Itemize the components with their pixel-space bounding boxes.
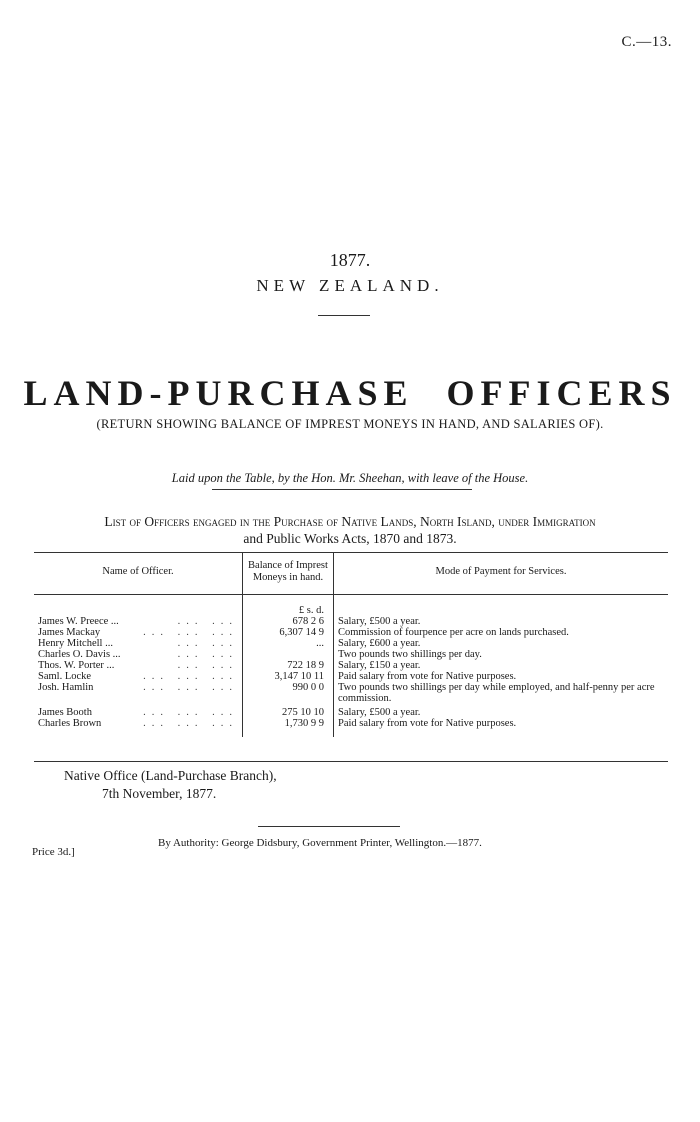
balance-amount: 275 10 10 [282,707,324,718]
header-mode: Mode of Payment for Services. [334,552,669,595]
payment-mode: Salary, £150 a year. [338,660,421,671]
balance-amount: 722 18 9 [287,660,324,671]
balance-amount: ... [316,638,324,649]
document-reference: C.—13. [621,34,672,50]
list-title [34,513,666,547]
payment-mode: Salary, £500 a year. [338,707,421,718]
payment-mode: Paid salary from vote for Native purposes. [338,718,517,729]
payment-mode: Paid salary from vote for Native purposes. [338,671,517,682]
table-row [34,682,668,704]
officer-name: Saml. Locke [38,671,92,682]
officer-name: Henry Mitchell ... [38,638,113,649]
leader-dots: ... ... [177,638,238,649]
price-note: Price 3d.] [32,846,75,858]
payment-mode: Salary, £500 a year. [338,616,421,627]
header-name: Name of Officer. [34,552,243,595]
payment-mode: Commission of fourpence per acre on lands purchased. [338,627,569,638]
printer-authority: By Authority: George Didsbury, Government Printer, Wellington.—1877. [158,837,482,849]
balance-amount: 990 0 0 [292,682,324,693]
officer-name: James Mackay [38,627,101,638]
officer-name: James Booth [38,707,92,718]
table-padding-row [34,729,668,737]
header-balance: Balance of Imprest Moneys in hand. [243,552,334,595]
year: 1877. [329,250,371,270]
footer-rule [258,826,400,827]
table-row [34,671,668,682]
payment-mode: Two pounds two shillings per day while employed, and half-penny per acre commission. [338,682,655,704]
officer-name: James W. Preece ... [38,616,119,627]
leader-dots: ... ... ... [143,682,238,693]
balance-amount: 6,307 14 9 [279,627,324,638]
leader-dots: ... ... [177,616,238,627]
page-subtitle: (RETURN SHOWING BALANCE OF IMPREST MONEYS IN HAND, AND SALARIES OF). [96,417,604,431]
table-row [34,704,668,718]
table-body [34,595,668,738]
page-title: LAND-PURCHASE OFFICERS [23,373,677,413]
table-header-row [34,552,668,595]
balance-amount: 1,730 9 9 [284,718,324,729]
table-bottom-rule [34,761,668,762]
table-row [34,649,668,660]
country-heading: NEW ZEALAND. [256,276,444,295]
table-row [34,627,668,638]
list-title-line2: and Public Works Acts, 1870 and 1873. [243,531,457,546]
table-row [34,638,668,649]
table-row [34,718,668,729]
currency-row [34,595,668,617]
divider-rule [318,315,370,316]
payment-mode: Two pounds two shillings per day. [338,649,482,660]
table-row [34,616,668,627]
leader-dots: ... ... ... [143,671,238,682]
underline-rule [212,489,472,490]
payment-mode: Salary, £600 a year. [338,638,421,649]
leader-dots: ... ... [177,649,238,660]
leader-dots: ... ... ... [143,707,238,718]
office-line: Native Office (Land-Purchase Branch), [64,768,277,783]
balance-amount: 678 2 6 [292,616,324,627]
leader-dots: ... ... ... [143,718,238,729]
table-row [34,660,668,671]
currency-header: £ s. d. [243,595,334,617]
officer-name: Charles Brown [38,718,102,729]
balance-amount: 3,147 10 11 [274,671,324,682]
list-title-line1: List of Officers engaged in the Purchase of Native Lands, North Island, under Immigration [104,514,596,529]
officer-name: Thos. W. Porter ... [38,660,115,671]
officers-table [34,552,668,737]
officer-name: Josh. Hamlin [38,682,94,693]
laid-before-note: Laid upon the Table, by the Hon. Mr. Sheehan, with leave of the House. [171,471,529,485]
date-line: 7th November, 1877. [102,786,217,801]
leader-dots: ... ... ... [143,627,238,638]
officer-name: Charles O. Davis ... [38,649,121,660]
leader-dots: ... ... [177,660,238,671]
